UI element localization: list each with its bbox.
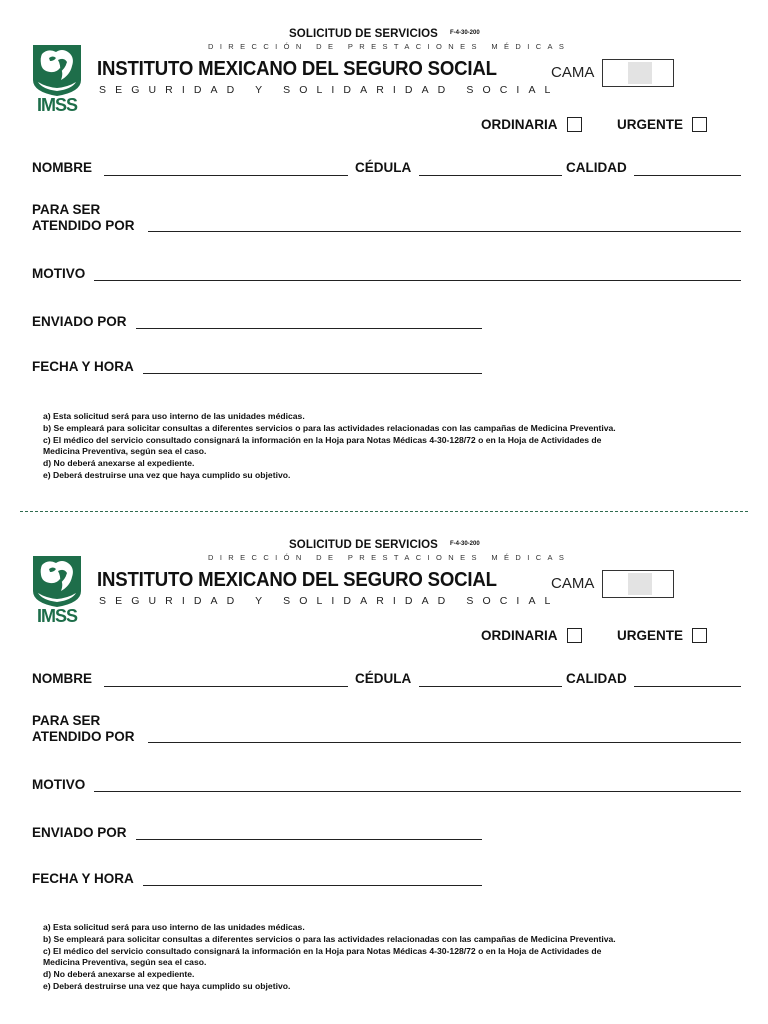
- atendido-label-line2: ATENDIDO POR: [32, 729, 135, 744]
- calidad-field[interactable]: [634, 686, 741, 687]
- svg-text:IMSS: IMSS: [36, 95, 78, 114]
- calidad-label: CALIDAD: [566, 671, 627, 686]
- imss-logo: [28, 42, 86, 114]
- note-line: a) Esta solicitud será para uso interno de las unidades médicas.: [43, 411, 305, 421]
- urgente-checkbox[interactable]: [692, 628, 707, 643]
- motivo-label: MOTIVO: [32, 777, 86, 792]
- atendido-field[interactable]: [148, 742, 741, 743]
- note-line: a) Esta solicitud será para uso interno de las unidades médicas.: [43, 922, 305, 932]
- note-line: b) Se empleará para solicitar consultas a diferentes servicios o para las actividades relacionadas con las campañas de Medicina Preventiva.: [43, 422, 616, 433]
- cedula-field[interactable]: [419, 175, 562, 176]
- atendido-field[interactable]: [148, 231, 741, 232]
- form-subtitle: DIRECCIÓN DE PRESTACIONES MÉDICAS: [208, 42, 571, 51]
- atendido-label-line1: PARA SER: [32, 202, 101, 217]
- fecha-label: FECHA Y HORA: [32, 871, 134, 886]
- institute-name: INSTITUTO MEXICANO DEL SEGURO SOCIAL: [97, 569, 497, 591]
- note-line: c) El médico del servicio consultado consignará la información en la Hoja para Notas Médicas 4-30-128/72 o en la Hoja de Actividades de: [43, 434, 602, 445]
- urgente-checkbox[interactable]: [692, 117, 707, 132]
- imss-eagle-icon: [28, 553, 86, 625]
- note-line: b) Se empleará para solicitar consultas a diferentes servicios o para las actividades relacionadas con las campañas de Medicina Preventiva.: [43, 933, 616, 944]
- fecha-field[interactable]: [143, 373, 482, 374]
- cedula-label: CÉDULA: [355, 160, 412, 175]
- nombre-field[interactable]: [104, 686, 348, 687]
- atendido-label-line1: PARA SER: [32, 713, 101, 728]
- nombre-field[interactable]: [104, 175, 348, 176]
- calidad-field[interactable]: [634, 175, 741, 176]
- note-line: Medicina Preventiva, según sea el caso.: [43, 446, 207, 457]
- enviado-label: ENVIADO POR: [32, 825, 127, 840]
- note-line: e) Deberá destruirse una vez que haya cumplido su objetivo.: [43, 469, 291, 480]
- note-line: c) El médico del servicio consultado consignará la información en la Hoja para Notas Médicas 4-30-128/72 o en la Hoja de Actividades de: [43, 945, 602, 956]
- enviado-field[interactable]: [136, 839, 482, 840]
- enviado-field[interactable]: [136, 328, 482, 329]
- nombre-label: NOMBRE: [32, 160, 92, 175]
- cedula-label: CÉDULA: [355, 671, 412, 686]
- ordinaria-label: ORDINARIA: [481, 628, 558, 643]
- atendido-label-line2: ATENDIDO POR: [32, 218, 135, 233]
- cama-field[interactable]: [602, 570, 674, 598]
- nombre-label: NOMBRE: [32, 671, 92, 686]
- institute-motto: SEGURIDAD Y SOLIDARIDAD SOCIAL: [99, 595, 560, 607]
- fecha-label: FECHA Y HORA: [32, 359, 134, 374]
- cama-label: CAMA: [551, 64, 595, 81]
- form-code: F-4-30-200: [450, 541, 480, 547]
- cama-label: CAMA: [551, 575, 595, 592]
- institute-motto: SEGURIDAD Y SOLIDARIDAD SOCIAL: [99, 84, 560, 96]
- instructions-notes: [43, 411, 743, 482]
- urgente-label: URGENTE: [617, 117, 684, 132]
- motivo-field[interactable]: [94, 791, 741, 792]
- fecha-field[interactable]: [143, 885, 482, 886]
- form-title: SOLICITUD DE SERVICIOS: [289, 28, 438, 40]
- motivo-field[interactable]: [94, 280, 741, 281]
- instructions-notes: [43, 922, 743, 993]
- form-subtitle: DIRECCIÓN DE PRESTACIONES MÉDICAS: [208, 553, 571, 562]
- note-line: d) No deberá anexarse al expediente.: [43, 458, 195, 469]
- urgente-label: URGENTE: [617, 628, 684, 643]
- form-code: F-4-30-200: [450, 30, 480, 36]
- enviado-label: ENVIADO POR: [32, 314, 127, 329]
- institute-name: INSTITUTO MEXICANO DEL SEGURO SOCIAL: [97, 58, 497, 80]
- ordinaria-checkbox[interactable]: [567, 117, 582, 132]
- note-line: Medicina Preventiva, según sea el caso.: [43, 957, 207, 968]
- imss-logo: [28, 553, 86, 625]
- ordinaria-label: ORDINARIA: [481, 117, 558, 132]
- motivo-label: MOTIVO: [32, 266, 86, 281]
- imss-eagle-icon: [28, 42, 86, 114]
- form-title: SOLICITUD DE SERVICIOS: [289, 539, 438, 551]
- note-line: d) No deberá anexarse al expediente.: [43, 969, 195, 980]
- calidad-label: CALIDAD: [566, 160, 627, 175]
- service-request-form-bottom: [0, 511, 768, 1011]
- ordinaria-checkbox[interactable]: [567, 628, 582, 643]
- service-request-form-top: [0, 0, 768, 500]
- note-line: e) Deberá destruirse una vez que haya cumplido su objetivo.: [43, 980, 291, 991]
- svg-text:IMSS: IMSS: [36, 606, 78, 625]
- cedula-field[interactable]: [419, 686, 562, 687]
- cama-field[interactable]: [602, 59, 674, 87]
